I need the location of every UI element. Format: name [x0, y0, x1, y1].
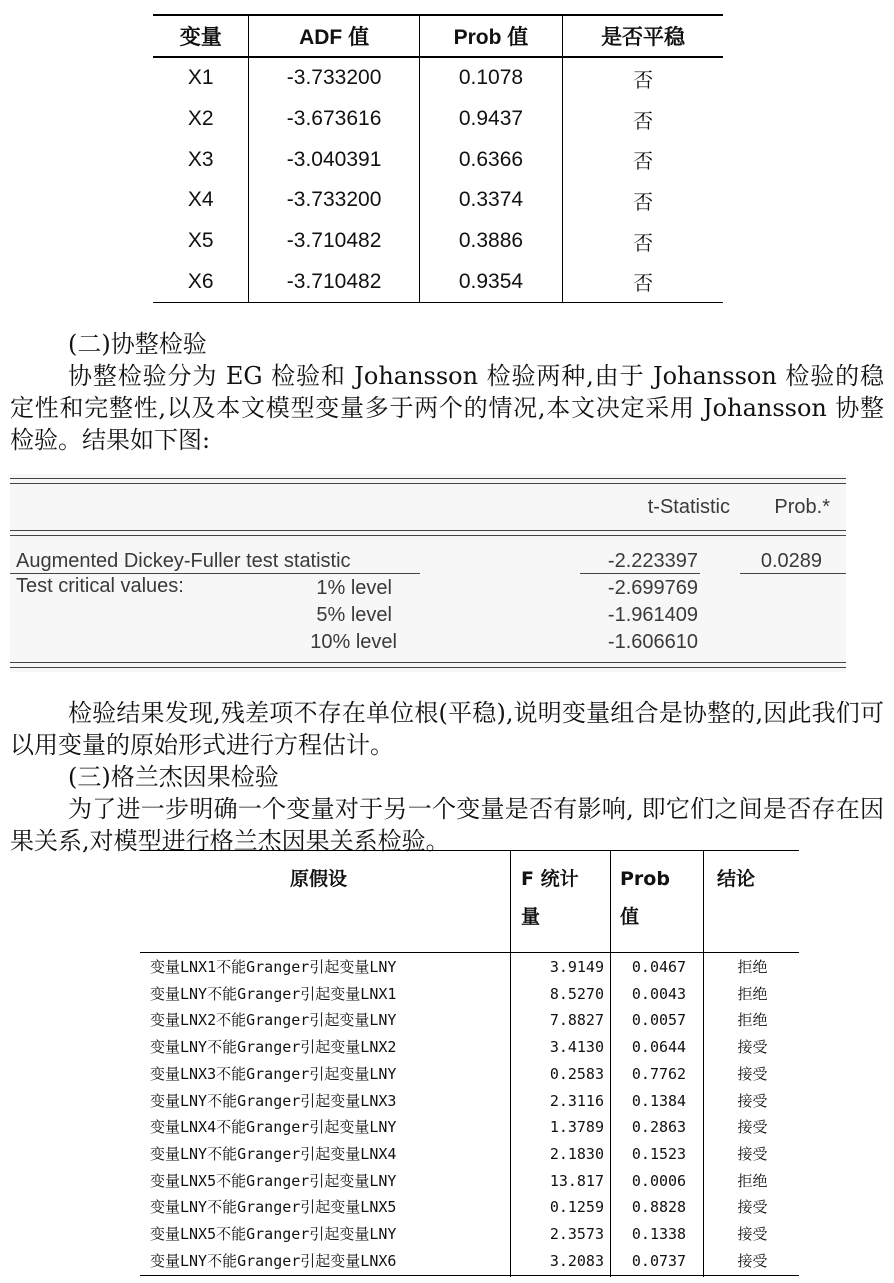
granger-cell-prob: 0.0644	[631, 1038, 687, 1057]
adf-header-stationary: 是否平稳	[563, 15, 723, 57]
adf-cell-adf-value: -3.710482	[249, 221, 419, 262]
divider	[10, 483, 846, 484]
granger-cell-conclusion: 接受	[737, 1118, 768, 1137]
granger-cell-hypothesis: 变量LNX5不能Granger引起变量LNY	[150, 1225, 397, 1243]
section3-body: 为了进一步明确一个变量对于另一个变量是否有影响, 即它们之间是否存在因果关系,对模型进行格兰杰因果关系检验。	[10, 795, 884, 855]
granger-cell-prob: 0.2863	[631, 1118, 687, 1137]
underline	[580, 573, 700, 574]
granger-cell-prob: 0.1338	[631, 1225, 687, 1243]
granger-row	[140, 981, 799, 1008]
granger-cell-prob: 0.0467	[631, 958, 687, 976]
granger-cell-conclusion: 接受	[737, 1064, 768, 1083]
granger-cell-prob: 0.0006	[631, 1171, 687, 1190]
granger-header-prob-line1: Prob	[620, 868, 670, 890]
col-tstat-header: t-Statistic	[647, 496, 730, 518]
adf-header-adf-value: ADF 值	[249, 15, 419, 57]
adf-table-body	[153, 57, 723, 303]
granger-cell-conclusion: 接受	[737, 1144, 768, 1163]
granger-row	[140, 1088, 799, 1115]
granger-header-hypothesis: 原假设	[290, 868, 348, 890]
granger-row	[140, 1221, 799, 1248]
divider	[10, 535, 846, 536]
granger-cell-hypothesis: 变量LNX1不能Granger引起变量LNY	[150, 958, 397, 976]
granger-cell-conclusion: 接受	[737, 1038, 768, 1057]
adf-cell-adf-value: -3.733200	[249, 57, 419, 99]
granger-cell-f-stat: 3.4130	[549, 1038, 604, 1057]
adf-header-prob: Prob 值	[419, 15, 562, 57]
adf-cell-stationary: 否	[633, 108, 654, 133]
level-5-label: 5% level	[316, 604, 392, 626]
adf-stat-label: Augmented Dickey-Fuller test statistic	[16, 550, 351, 572]
granger-cell-f-stat: 2.3573	[549, 1225, 604, 1243]
divider	[10, 662, 846, 663]
result-text: 检验结果发现,残差项不存在单位根(平稳),说明变量组合是协整的,因此我们可以用变量的原始形式进行方程估计。	[10, 699, 884, 759]
granger-row	[140, 1168, 799, 1195]
adf-table	[153, 14, 723, 303]
adf-cell-prob: 0.3374	[419, 180, 562, 221]
granger-cell-hypothesis: 变量LNX3不能Granger引起变量LNY	[150, 1064, 397, 1083]
adf-cell-prob: 0.1078	[419, 57, 562, 99]
adf-row	[153, 139, 723, 180]
adf-cell-variable: X4	[153, 180, 249, 221]
adf-cell-variable: X1	[153, 57, 249, 99]
section2-heading: (二)协整检验	[68, 330, 207, 358]
divider	[10, 478, 846, 479]
adf-cell-prob: 0.6366	[419, 139, 562, 180]
header-bottom-rule	[140, 952, 799, 953]
granger-cell-hypothesis: 变量LNX2不能Granger引起变量LNY	[150, 1011, 397, 1030]
adf-cell-stationary: 否	[563, 261, 723, 302]
granger-cell-f-stat: 1.3789	[549, 1118, 604, 1137]
granger-cell-f-stat: 8.5270	[549, 984, 604, 1003]
granger-cell-conclusion: 拒绝	[737, 1011, 768, 1030]
eviews-output	[10, 474, 846, 672]
adf-cell-stationary: 否	[633, 67, 654, 92]
adf-cell-stationary: 否	[633, 189, 654, 214]
section2-body: 协整检验分为 EG 检验和 Johansson 检验两种,由于 Johansson 检验的稳定性和完整性,以及本文模型变量多于两个的情况,本文决定采用 Johansson 协整检验。结果如下图:	[10, 362, 884, 454]
adf-row	[153, 221, 723, 262]
adf-cell-adf-value: -3.673616	[249, 99, 419, 140]
level-1-value: -2.699769	[607, 577, 698, 599]
granger-row	[140, 954, 799, 981]
granger-cell-prob: 0.1523	[631, 1144, 687, 1163]
granger-cell-f-stat: 13.817	[549, 1171, 604, 1190]
granger-cell-hypothesis: 变量LNY不能Granger引起变量LNX4	[150, 1144, 397, 1163]
granger-cell-conclusion: 接受	[737, 1225, 768, 1243]
level-10-value: -1.606610	[607, 631, 698, 653]
granger-cell-hypothesis: 变量LNY不能Granger引起变量LNX6	[150, 1251, 397, 1270]
adf-cell-stationary: 否	[633, 230, 654, 255]
adf-cell-variable: X2	[153, 99, 249, 140]
adf-stat-prob: 0.0289	[760, 550, 822, 572]
granger-cell-hypothesis: 变量LNY不能Granger引起变量LNX2	[150, 1038, 397, 1057]
granger-row	[140, 1061, 799, 1088]
granger-header-conclusion: 结论	[717, 868, 756, 890]
granger-cell-prob: 0.0043	[631, 984, 687, 1003]
critical-values-label: Test critical values:	[16, 575, 184, 597]
section3-heading: (三)格兰杰因果检验	[68, 763, 279, 791]
granger-row	[140, 1141, 799, 1168]
granger-cell-f-stat: 2.1830	[549, 1144, 604, 1163]
granger-cell-hypothesis: 变量LNX4不能Granger引起变量LNY	[150, 1118, 397, 1137]
adf-row	[153, 57, 723, 99]
underline	[740, 573, 846, 574]
granger-table	[140, 850, 799, 1277]
granger-cell-hypothesis: 变量LNY不能Granger引起变量LNX1	[150, 984, 397, 1003]
granger-row	[140, 1194, 799, 1221]
granger-cell-f-stat: 2.3116	[549, 1091, 604, 1110]
granger-cell-conclusion: 拒绝	[737, 984, 768, 1003]
level-5-value: -1.961409	[607, 604, 698, 626]
adf-header-row	[153, 15, 723, 57]
granger-header-f-stat-line1: F 统计	[521, 868, 579, 890]
granger-cell-conclusion: 接受	[737, 1198, 768, 1217]
granger-cell-hypothesis: 变量LNY不能Granger引起变量LNX3	[150, 1091, 397, 1110]
divider	[10, 667, 846, 668]
granger-cell-conclusion: 拒绝	[737, 1171, 768, 1190]
adf-cell-stationary: 否	[633, 149, 654, 174]
granger-cell-hypothesis: 变量LNX5不能Granger引起变量LNY	[150, 1171, 397, 1190]
adf-header-variable: 变量	[153, 15, 249, 57]
granger-cell-conclusion: 拒绝	[737, 958, 768, 976]
table-top-rule	[140, 850, 799, 851]
divider	[10, 530, 846, 531]
granger-cell-f-stat: 0.2583	[549, 1064, 604, 1083]
adf-stat-value: -2.223397	[607, 550, 698, 572]
granger-cell-hypothesis: 变量LNY不能Granger引起变量LNX5	[150, 1198, 397, 1217]
col-prob-header: Prob.*	[774, 496, 830, 518]
granger-cell-prob: 0.0737	[631, 1251, 687, 1270]
granger-row	[140, 1114, 799, 1141]
level-10-label: 10% level	[310, 631, 397, 653]
granger-cell-f-stat: 7.8827	[549, 1011, 604, 1030]
adf-cell-prob: 0.3886	[419, 221, 562, 262]
granger-header-prob-line2: 值	[620, 906, 640, 928]
granger-cell-prob: 0.0057	[631, 1011, 687, 1030]
adf-cell-variable: X3	[153, 139, 249, 180]
adf-cell-adf-value: -3.710482	[249, 261, 419, 302]
granger-row	[140, 1248, 799, 1275]
granger-row	[140, 1007, 799, 1034]
granger-cell-prob: 0.8828	[631, 1198, 687, 1217]
adf-cell-adf-value: -3.040391	[249, 139, 419, 180]
granger-cell-prob: 0.7762	[631, 1064, 687, 1083]
granger-cell-prob: 0.1384	[631, 1091, 687, 1110]
granger-cell-f-stat: 3.9149	[549, 958, 604, 976]
granger-cell-conclusion: 接受	[737, 1251, 768, 1270]
level-1-label: 1% level	[316, 577, 392, 599]
adf-cell-variable: X6	[153, 261, 249, 302]
granger-cell-f-stat: 3.2083	[549, 1251, 604, 1270]
adf-cell-adf-value: -3.733200	[249, 180, 419, 221]
adf-cell-prob: 0.9437	[419, 99, 562, 140]
table-bottom-rule	[140, 1275, 799, 1276]
adf-cell-prob: 0.9354	[419, 261, 562, 302]
granger-cell-f-stat: 0.1259	[549, 1198, 604, 1217]
underline	[10, 573, 420, 574]
granger-cell-conclusion: 接受	[737, 1091, 768, 1110]
adf-row	[153, 180, 723, 221]
granger-header-f-stat-line2: 量	[521, 906, 541, 928]
adf-row	[153, 261, 723, 302]
granger-row	[140, 1034, 799, 1061]
adf-cell-variable: X5	[153, 221, 249, 262]
adf-row	[153, 99, 723, 140]
